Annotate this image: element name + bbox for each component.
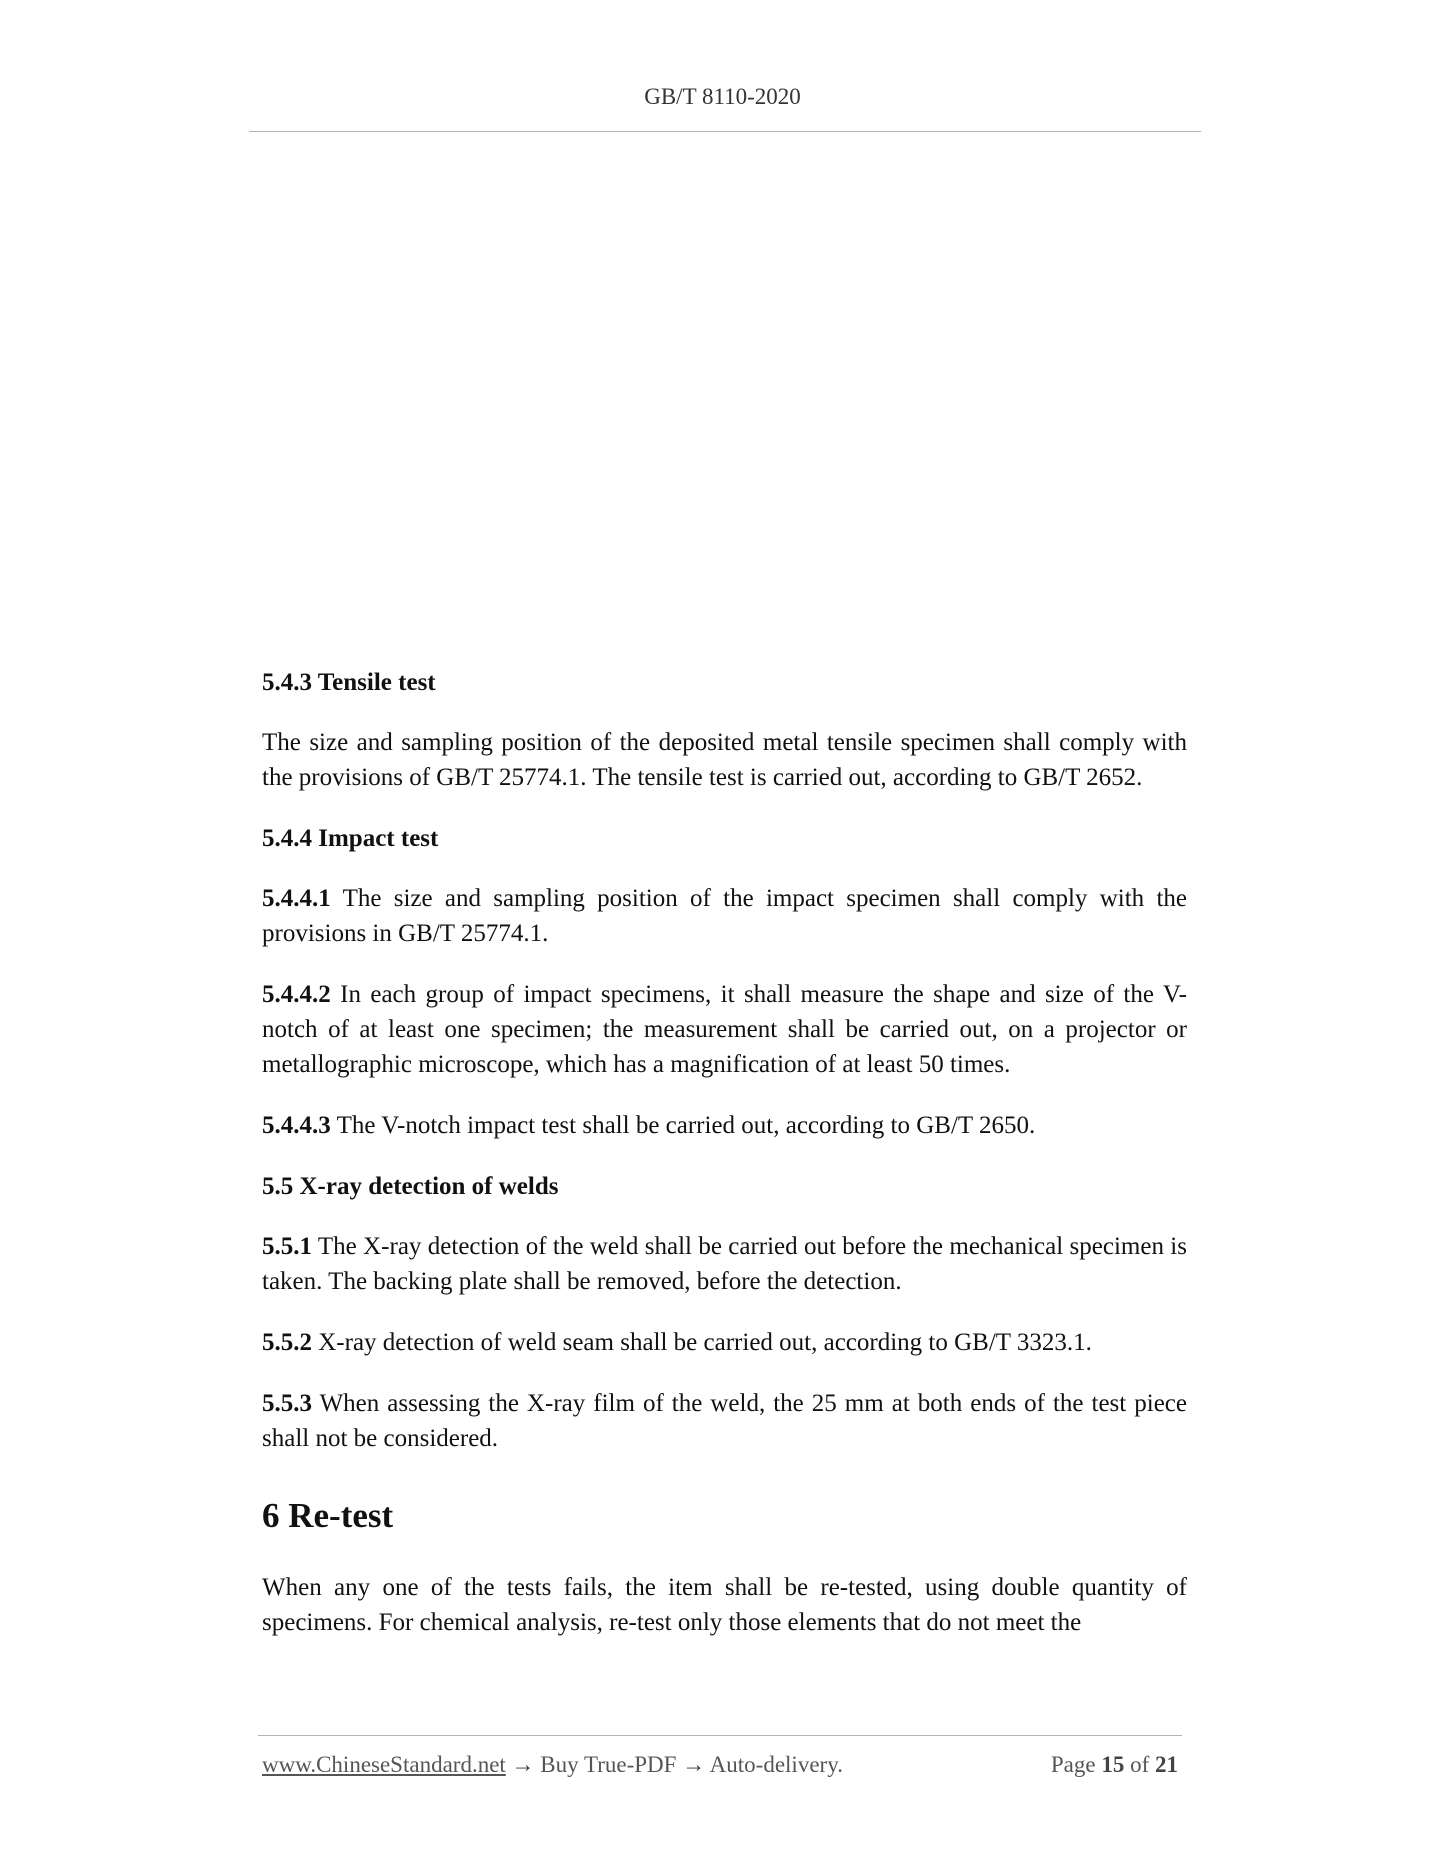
page-current: 15 bbox=[1101, 1752, 1125, 1777]
subsection-heading: 5.5 X-ray detection of welds bbox=[262, 1173, 559, 1200]
page-number bbox=[1051, 1752, 1178, 1778]
arrow-right-icon: → bbox=[682, 1752, 706, 1777]
paragraph bbox=[262, 725, 1187, 795]
clause-number: 5.4.4.1 bbox=[262, 885, 331, 912]
document-header-title: GB/T 8110-2020 bbox=[644, 84, 801, 109]
website-link[interactable]: www.ChineseStandard.net bbox=[262, 1752, 506, 1777]
page-of: of bbox=[1130, 1752, 1150, 1777]
paragraph bbox=[262, 1570, 1187, 1640]
footer-divider bbox=[258, 1735, 1182, 1736]
paragraph-text: The X-ray detection of the weld shall be carried out before the mechanical specimen is taken. The backing plate shall be removed, before the detection. bbox=[262, 1233, 1187, 1295]
paragraph bbox=[262, 881, 1187, 951]
arrow-right-icon: → bbox=[511, 1752, 535, 1777]
paragraph-text: X-ray detection of weld seam shall be carried out, according to GB/T 3323.1. bbox=[318, 1329, 1092, 1356]
clause-number: 5.4.4.2 bbox=[262, 981, 331, 1008]
paragraph-text: The size and sampling position of the deposited metal tensile specimen shall comply with the provisions of GB/T 25774.1. The tensile test is carried out, according to GB/T 2652. bbox=[262, 729, 1187, 791]
clause-number: 5.5.1 bbox=[262, 1233, 312, 1260]
page-footer bbox=[262, 1752, 1182, 1786]
auto-delivery-text: Auto-delivery. bbox=[709, 1752, 843, 1777]
header-divider bbox=[249, 131, 1201, 132]
footer-links bbox=[262, 1752, 843, 1778]
subsection-heading: 5.4.4 Impact test bbox=[262, 825, 439, 852]
paragraph bbox=[262, 1108, 1187, 1143]
clause-number: 5.5.2 bbox=[262, 1329, 312, 1356]
page-label: Page bbox=[1050, 1752, 1096, 1777]
paragraph-text: The V-notch impact test shall be carried out, according to GB/T 2650. bbox=[336, 1112, 1036, 1139]
paragraph-text: When assessing the X-ray film of the weld, the 25 mm at both ends of the test piece shall not be considered. bbox=[262, 1390, 1187, 1452]
paragraph-text: In each group of impact specimens, it shall measure the shape and size of the V-notch of at least one specimen; the measurement shall be carried out, on a projector or metallographic microscope, which has a magnification of at least 50 times. bbox=[262, 981, 1187, 1078]
section-heading: 6 Re-test bbox=[262, 1496, 394, 1535]
page-total: 21 bbox=[1155, 1752, 1178, 1777]
paragraph bbox=[262, 1229, 1187, 1299]
paragraph bbox=[262, 1325, 1187, 1360]
paragraph-text: The size and sampling position of the impact specimen shall comply with the provisions in GB/T 25774.1. bbox=[262, 885, 1187, 947]
paragraph bbox=[262, 1386, 1187, 1456]
document-body bbox=[262, 665, 1187, 1666]
paragraph bbox=[262, 977, 1187, 1082]
subsection-heading: 5.4.3 Tensile test bbox=[262, 669, 436, 696]
clause-number: 5.5.3 bbox=[262, 1390, 312, 1417]
buy-true-pdf-text: Buy True-PDF bbox=[540, 1752, 677, 1777]
clause-number: 5.4.4.3 bbox=[262, 1112, 331, 1139]
paragraph-text: When any one of the tests fails, the item shall be re-tested, using double quantity of specimens. For chemical analysis, re-test only those elements that do not meet the bbox=[262, 1574, 1187, 1636]
